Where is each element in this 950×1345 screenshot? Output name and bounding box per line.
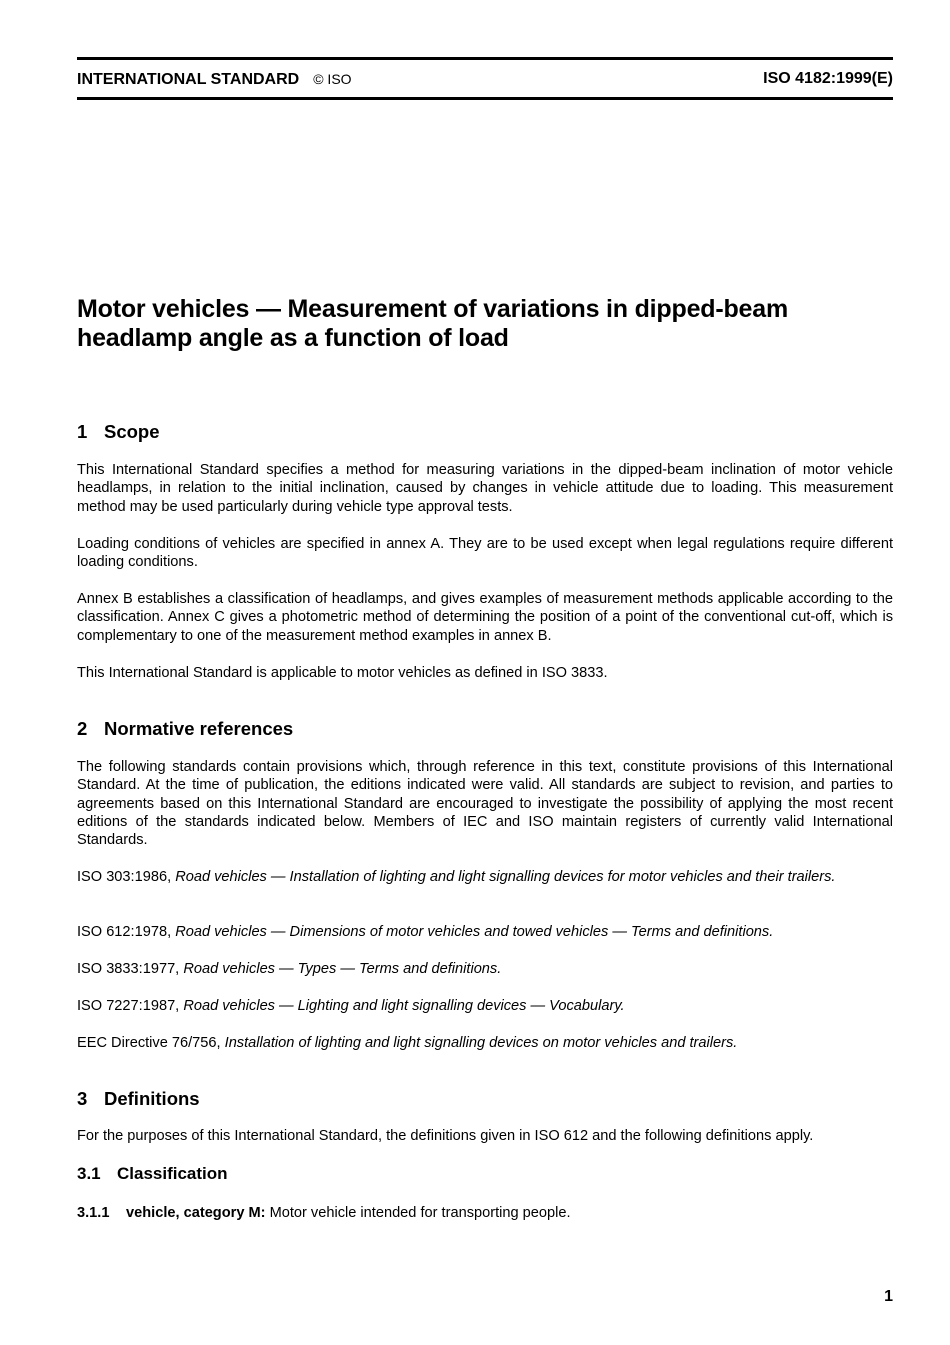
- reference-title: Installation of lighting and light signalling devices on motor vehicles and trailers.: [224, 1035, 738, 1051]
- section-number: 1: [77, 421, 88, 442]
- reference-item: [77, 960, 893, 978]
- definition-text: Motor vehicle intended for transporting people.: [269, 1205, 571, 1221]
- reference-title: Road vehicles — Lighting and light signalling devices — Vocabulary.: [183, 998, 625, 1014]
- reference-title: Road vehicles — Installation of lighting and light signalling devices for motor vehicles and their trailers.: [175, 869, 836, 885]
- section-title: Scope: [104, 421, 160, 442]
- reference-id: ISO 303:1986,: [77, 869, 172, 885]
- scope-paragraph-1: This International Standard specifies a method for measuring variations in the dipped-beam inclination of motor vehicle headlamps, in relation to the initial inclination, caused by changes in vehicle attitude due to loading. This measurement method may be used particularly during vehicle type approval tests.: [77, 462, 893, 515]
- subsection-title: Classification: [117, 1164, 228, 1183]
- reference-id: ISO 3833:1977,: [77, 961, 180, 977]
- section-number: 2: [77, 718, 88, 739]
- section-title: Normative references: [104, 718, 294, 739]
- reference-item: [77, 923, 893, 941]
- scope-paragraph-3: Annex B establishes a classification of headlamps, and gives examples of measurement methods applicable according to the classification. Annex C gives a photometric method of determining the position of a point of the conventional cut-off, which is complementary to one of the measurement method examples in annex B.: [77, 591, 893, 644]
- section-heading-definitions: [77, 1088, 200, 1110]
- title-line-2: headlamp angle as a function of load: [77, 324, 509, 352]
- section-heading-normative-references: [77, 718, 293, 740]
- reference-item: [77, 1034, 893, 1052]
- scope-paragraph-4: This International Standard is applicable to motor vehicles as defined in ISO 3833.: [77, 665, 608, 681]
- reference-id: EEC Directive 76/756,: [77, 1035, 221, 1051]
- reference-item: [77, 868, 893, 886]
- copyright: © ISO: [313, 71, 352, 87]
- section-number: 3: [77, 1088, 88, 1109]
- subsection-heading-classification: [77, 1164, 228, 1184]
- scope-paragraph-2: Loading conditions of vehicles are specified in annex A. They are to be used except when legal regulations require different loading conditions.: [77, 536, 893, 571]
- definition-term: vehicle, category M:: [126, 1205, 266, 1221]
- reference-id: ISO 612:1978,: [77, 924, 172, 940]
- doc-number: ISO 4182:1999(E): [763, 70, 893, 87]
- section-title: Definitions: [104, 1088, 200, 1109]
- section-heading-scope: [77, 421, 160, 443]
- reference-title: Road vehicles — Dimensions of motor vehicles and towed vehicles — Terms and definitions.: [175, 924, 774, 940]
- header-bottom-rule: [77, 97, 893, 100]
- document-title: [77, 295, 893, 353]
- reference-id: ISO 7227:1987,: [77, 998, 180, 1014]
- page-header: [77, 68, 893, 90]
- reference-item: [77, 997, 893, 1015]
- normative-intro: The following standards contain provisions which, through reference in this text, constitute provisions of this International Standard. At the time of publication, the editions indicated were valid. All standards are subject to revision, and parties to agreements based on this International Standard are encouraged to investigate the possibility of applying the most recent editions of the standards indicated below. Members of IEC and ISO maintain registers of currently valid International Standards.: [77, 759, 893, 849]
- definition-number: 3.1.1: [77, 1205, 110, 1221]
- header-left: [77, 68, 352, 91]
- definition-item: [77, 1204, 893, 1222]
- reference-title: Road vehicles — Types — Terms and definitions.: [183, 961, 502, 977]
- page-number: 1: [884, 1288, 893, 1305]
- subsection-number: 3.1: [77, 1164, 101, 1183]
- definitions-intro: For the purposes of this International Standard, the definitions given in ISO 612 and the following definitions apply.: [77, 1128, 814, 1144]
- doc-type: INTERNATIONAL STANDARD: [77, 71, 300, 88]
- title-line-1: Motor vehicles — Measurement of variations in dipped-beam: [77, 295, 788, 323]
- header-top-rule: [77, 57, 893, 60]
